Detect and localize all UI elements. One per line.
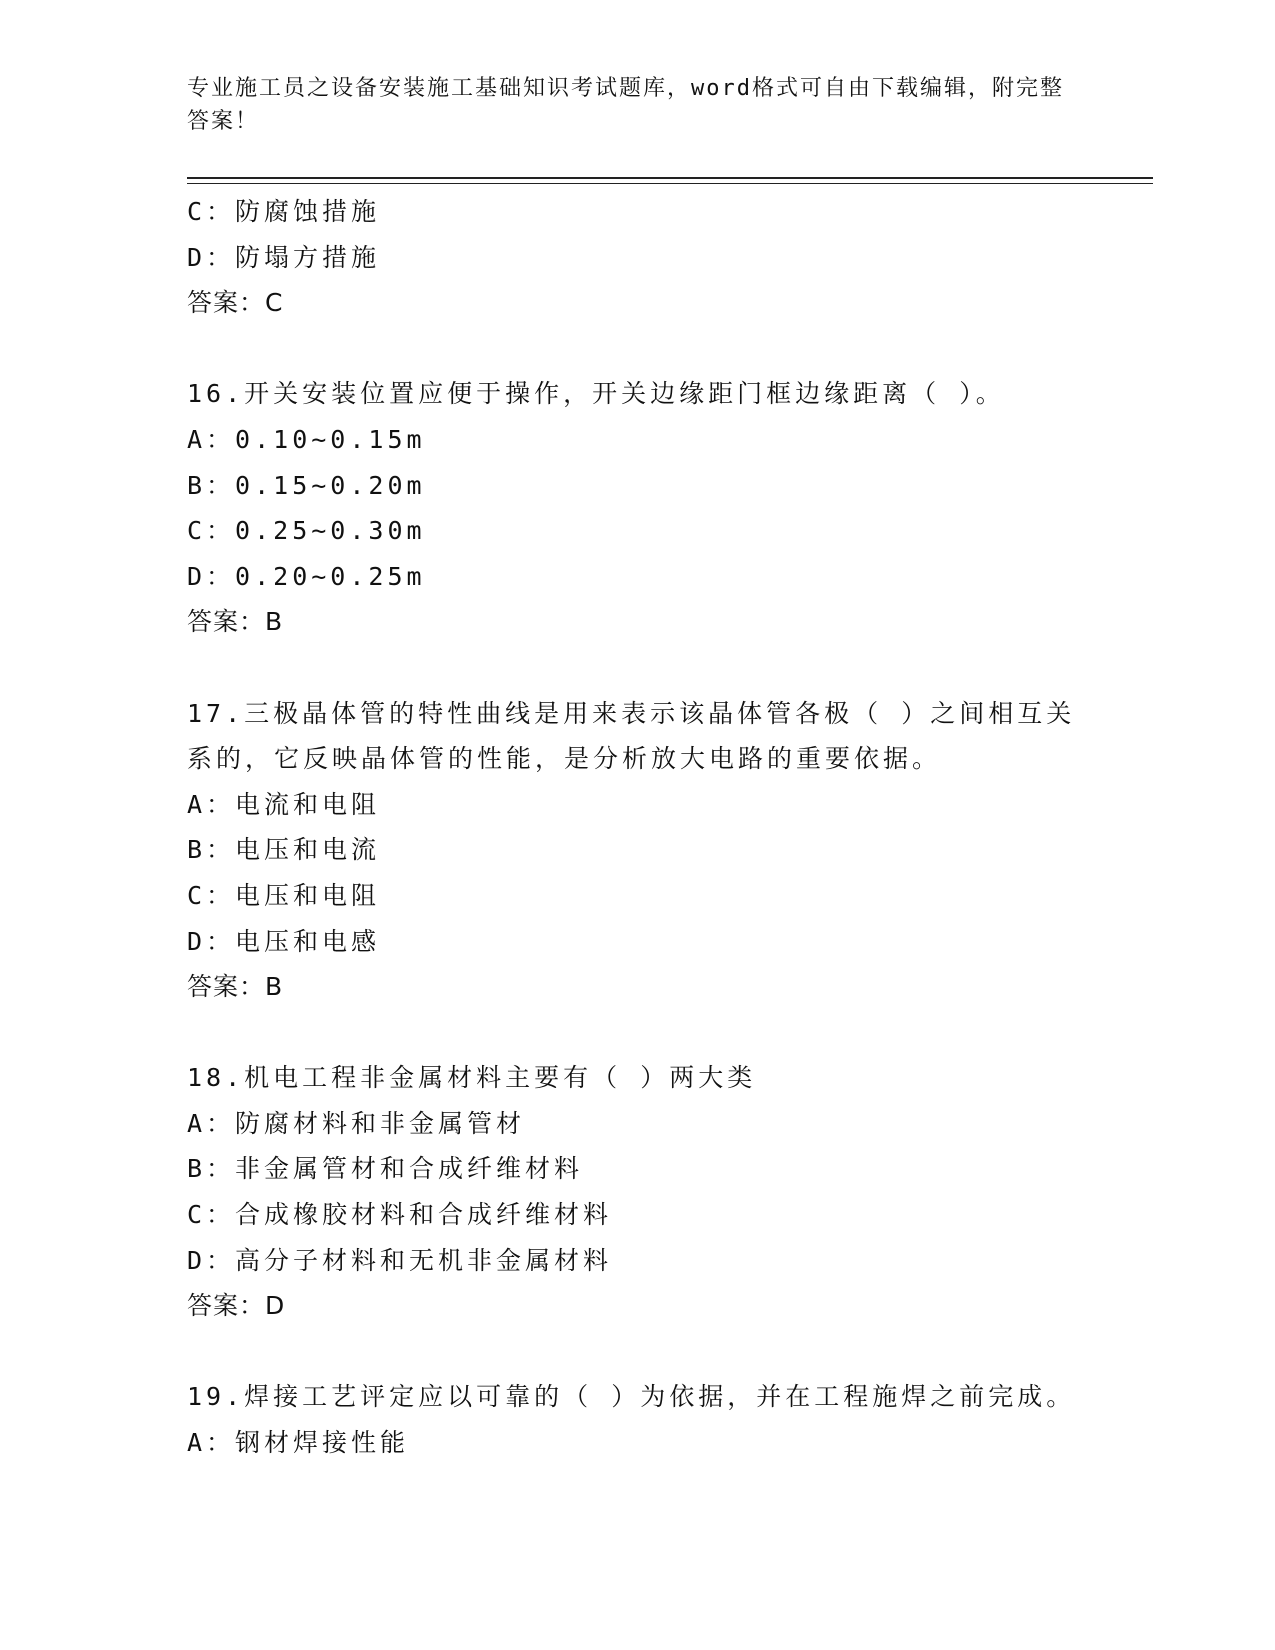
document-header: 专业施工员之设备安装施工基础知识考试题库，word格式可自由下载编辑，附完整答案！ bbox=[187, 76, 1064, 134]
answer: 答案：D bbox=[187, 1291, 286, 1321]
header-divider-thick bbox=[187, 177, 1153, 179]
option-c: C：防腐蚀措施 bbox=[187, 197, 381, 226]
option-d: D：电压和电感 bbox=[187, 926, 381, 956]
question-19 bbox=[187, 1374, 1087, 1465]
answer: 答案：B bbox=[187, 972, 284, 1002]
option-d: D：高分子材料和无机非金属材料 bbox=[187, 1245, 613, 1275]
option-b: B：电压和电流 bbox=[187, 835, 381, 865]
answer: 答案：B bbox=[187, 607, 284, 637]
spacer bbox=[187, 1010, 1087, 1056]
option-a: A：0.10~0.15m bbox=[187, 424, 426, 454]
option-d: D：0.20~0.25m bbox=[187, 561, 426, 591]
question-16 bbox=[187, 371, 1087, 645]
option-b: B：非金属管材和合成纤维材料 bbox=[187, 1154, 584, 1184]
option-a: A：防腐材料和非金属管材 bbox=[187, 1108, 526, 1138]
option-b: B：0.15~0.20m bbox=[187, 470, 426, 500]
question-17 bbox=[187, 691, 1087, 1010]
option-c: C：合成橡胶材料和合成纤维材料 bbox=[187, 1200, 613, 1230]
spacer bbox=[187, 1329, 1087, 1375]
previous-question-tail bbox=[187, 189, 1087, 326]
option-c: C：0.25~0.30m bbox=[187, 516, 426, 546]
spacer bbox=[187, 645, 1087, 691]
question-text: 16.开关安装位置应便于操作，开关边缘距门框边缘距离（ ）。 bbox=[187, 379, 1005, 409]
option-c: C：电压和电阻 bbox=[187, 880, 381, 910]
question-18 bbox=[187, 1055, 1087, 1329]
header-divider-thin bbox=[187, 183, 1153, 184]
question-text-line-1: 17.三极晶体管的特性曲线是用来表示该晶体管各极（ ）之间相互关 bbox=[187, 698, 1076, 728]
option-d: D：防塌方措施 bbox=[187, 242, 381, 272]
spacer bbox=[187, 326, 1087, 372]
question-text: 18.机电工程非金属材料主要有（ ）两大类 bbox=[187, 1063, 757, 1093]
answer: 答案：C bbox=[187, 288, 284, 318]
option-a: A：电流和电阻 bbox=[187, 789, 381, 819]
question-content bbox=[187, 189, 1087, 1466]
option-a: A：钢材焊接性能 bbox=[187, 1428, 410, 1458]
question-text-line-2: 系的，它反映晶体管的性能，是分析放大电路的重要依据。 bbox=[187, 744, 942, 774]
question-text: 19.焊接工艺评定应以可靠的（ ）为依据，并在工程施焊之前完成。 bbox=[187, 1382, 1076, 1412]
